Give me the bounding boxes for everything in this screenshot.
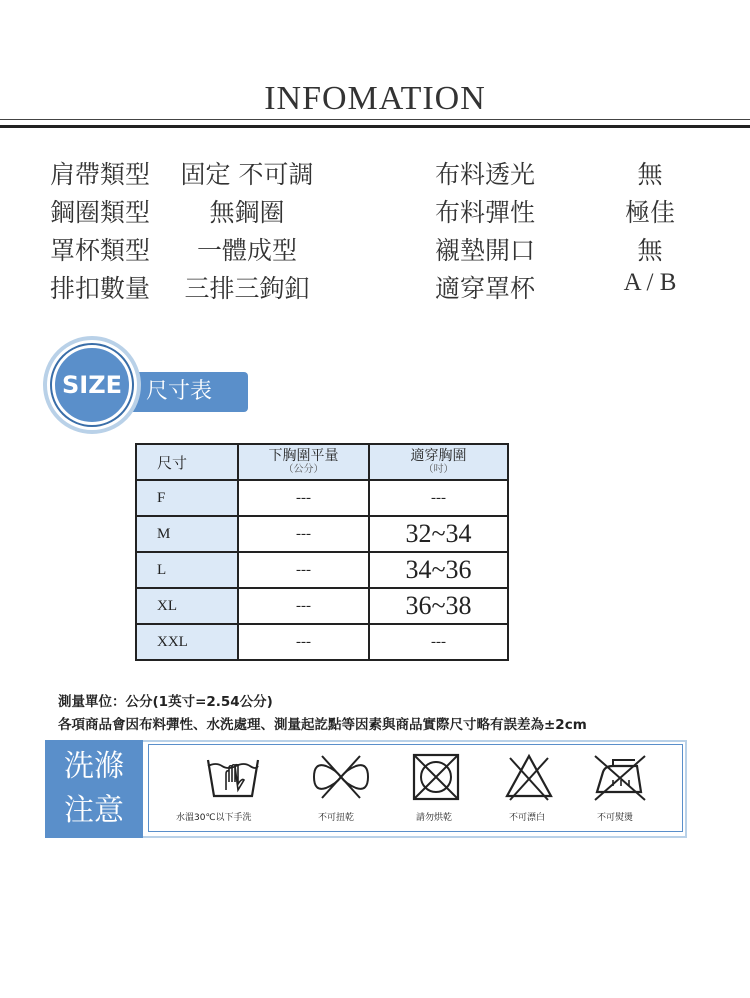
size-table	[135, 443, 509, 661]
bust-cell: 36~38	[369, 588, 508, 624]
size-badge-text: SIZE	[61, 371, 122, 399]
hand-wash-caption: 水溫30℃以下手洗	[176, 813, 252, 823]
underbust-cell: ---	[238, 552, 369, 588]
size-cell: M	[136, 516, 238, 552]
wash-care-label-line1: 洗滌	[64, 749, 124, 784]
no-tumble-dry-caption: 請勿烘乾	[416, 813, 453, 823]
header-underbust: 下胸圍平量	[268, 447, 339, 464]
bust-cell: ---	[369, 480, 508, 516]
spec-value: 無	[637, 238, 663, 265]
size-cell: XL	[136, 588, 238, 624]
spec-value: 無鋼圈	[209, 198, 285, 227]
spec-label: 罩杯類型	[50, 236, 151, 265]
no-bleach-caption: 不可漂白	[509, 813, 546, 823]
spec-value: 極佳	[624, 200, 675, 227]
spec-value: A / B	[623, 269, 677, 296]
table-row	[136, 552, 508, 588]
no-iron-caption: 不可熨燙	[597, 813, 634, 823]
bust-cell: 32~34	[369, 516, 508, 552]
spec-label: 布料透光	[434, 160, 535, 189]
wash-care-label	[45, 740, 143, 838]
spec-label: 適穿罩杯	[434, 274, 535, 303]
size-chart-label: 尺寸表	[146, 379, 213, 404]
size-cell: F	[136, 480, 238, 516]
table-row	[136, 588, 508, 624]
spec-label: 布料彈性	[434, 198, 535, 227]
no-bleach-icon	[504, 752, 554, 802]
bust-cell: ---	[369, 624, 508, 660]
table-header-row	[136, 444, 508, 480]
spec-label: 肩帶類型	[50, 160, 151, 189]
title-divider-thick	[0, 125, 750, 128]
bust-cell: 34~36	[369, 552, 508, 588]
measurement-unit-note: 測量單位：公分(1英寸=2.54公分)	[58, 694, 273, 710]
header-underbust-unit: （公分）	[283, 463, 324, 475]
header-bust: 適穿胸圍	[410, 447, 467, 464]
underbust-cell: ---	[238, 624, 369, 660]
hand-wash-icon	[204, 752, 262, 802]
spec-value: 無	[637, 162, 663, 189]
title-divider-thin	[0, 119, 750, 120]
spec-value: 三排三鉤釦	[184, 274, 310, 303]
size-cell: XXL	[136, 624, 238, 660]
page-title: INFOMATION	[264, 80, 486, 117]
table-header-cell	[136, 444, 238, 480]
table-row	[136, 624, 508, 660]
table-header-cell	[369, 444, 508, 480]
spec-value: 一體成型	[196, 236, 297, 265]
table-row	[136, 516, 508, 552]
wash-care-label-line2: 注意	[64, 793, 124, 828]
no-wring-caption: 不可扭乾	[318, 813, 355, 823]
no-tumble-dry-icon	[411, 752, 461, 802]
spec-label: 鋼圈類型	[50, 198, 151, 227]
table-header-cell	[238, 444, 369, 480]
header-bust-unit: （吋）	[423, 463, 454, 475]
size-cell: L	[136, 552, 238, 588]
spec-label: 排扣數量	[50, 274, 151, 303]
no-iron-icon	[591, 752, 651, 802]
spec-label: 襯墊開口	[434, 236, 535, 265]
table-row	[136, 480, 508, 516]
tolerance-note: 各項商品會因布料彈性、水洗處理、測量起訖點等因素與商品實際尺寸略有誤差為±2cm	[58, 717, 587, 733]
no-wring-icon	[306, 752, 376, 802]
underbust-cell: ---	[238, 588, 369, 624]
header-size: 尺寸	[157, 453, 188, 472]
underbust-cell: ---	[238, 516, 369, 552]
spec-value: 固定 不可調	[180, 160, 314, 189]
underbust-cell: ---	[238, 480, 369, 516]
